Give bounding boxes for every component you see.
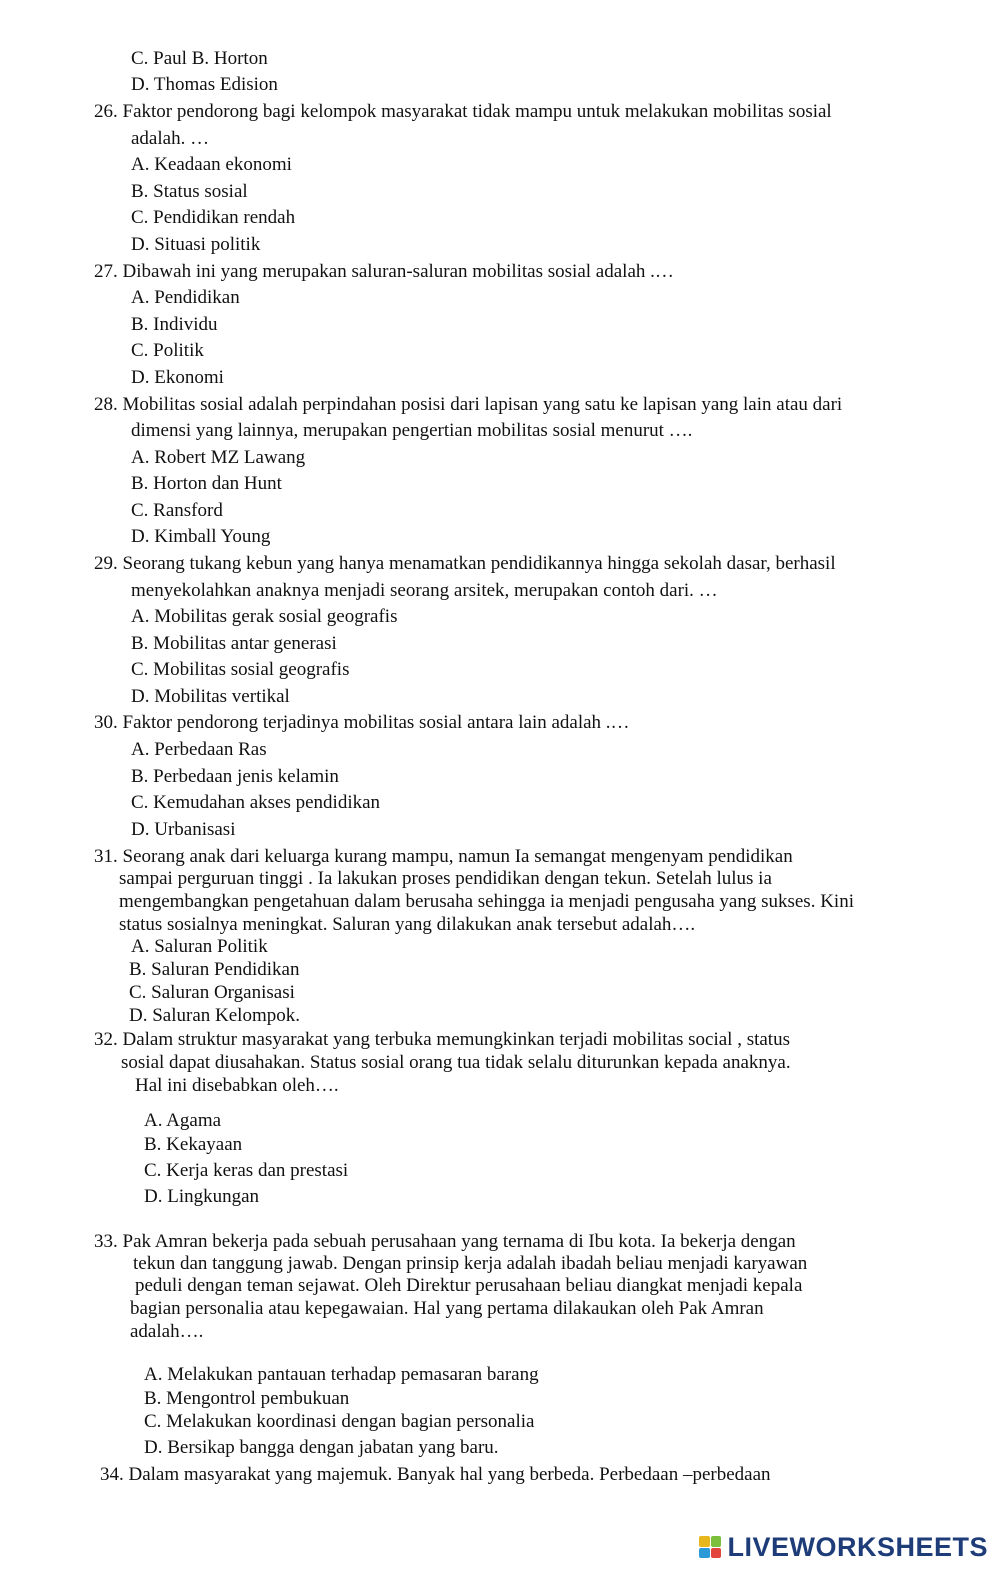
q27-option-b[interactable]: B. Individu — [131, 314, 218, 335]
q32-option-a[interactable]: A. Agama — [144, 1110, 222, 1131]
prev-option-d: D. Thomas Edision — [131, 74, 278, 95]
q33-option-a[interactable]: A. Melakukan pantauan terhadap pemasaran barang — [144, 1364, 539, 1385]
q26-option-b[interactable]: B. Status sosial — [131, 181, 248, 202]
question-31-text: 31. Seorang anak dari keluarga kurang mampu, namun Ia semangat mengenyam pendidikan — [94, 846, 793, 867]
q33-option-d[interactable]: D. Bersikap bangga dengan jabatan yang baru. — [144, 1437, 499, 1458]
question-33-text-cont-1: tekun dan tanggung jawab. Dengan prinsip kerja adalah ibadah beliau menjadi karyawan — [133, 1253, 808, 1274]
question-31-text-cont-1: sampai perguruan tinggi . Ia lakukan proses pendidikan dengan tekun. Setelah lulus ia — [119, 868, 772, 889]
question-34-text: 34. Dalam masyarakat yang majemuk. Banyak hal yang berbeda. Perbedaan –perbedaan — [100, 1464, 771, 1485]
question-31-text-cont-2: mengembangkan pengetahuan dalam berusaha sehingga ia menjadi pengusaha yang sukses. Kini — [119, 891, 854, 912]
q32-option-b[interactable]: B. Kekayaan — [144, 1134, 243, 1155]
q26-option-c[interactable]: C. Pendidikan rendah — [131, 207, 296, 228]
q26-option-d[interactable]: D. Situasi politik — [131, 234, 261, 255]
question-28-text-cont: dimensi yang lainnya, merupakan pengertian mobilitas sosial menurut …. — [131, 420, 693, 441]
q32-option-c[interactable]: C. Kerja keras dan prestasi — [144, 1160, 349, 1181]
question-33-text-cont-3: bagian personalia atau kepegawaian. Hal yang pertama dilakaukan oleh Pak Amran — [130, 1298, 764, 1319]
q29-option-d[interactable]: D. Mobilitas vertikal — [131, 686, 290, 707]
q29-option-b[interactable]: B. Mobilitas antar generasi — [131, 633, 337, 654]
question-31-text-cont-3: status sosialnya meningkat. Saluran yang dilakukan anak tersebut adalah…. — [119, 914, 696, 935]
q29-option-a[interactable]: A. Mobilitas gerak sosial geografis — [131, 606, 398, 627]
q27-option-a[interactable]: A. Pendidikan — [131, 287, 240, 308]
q33-option-c[interactable]: C. Melakukan koordinasi dengan bagian personalia — [144, 1411, 535, 1432]
question-29-text-cont: menyekolahkan anaknya menjadi seorang arsitek, merupakan contoh dari. … — [131, 580, 718, 601]
question-33-text: 33. Pak Amran bekerja pada sebuah perusahaan yang ternama di Ibu kota. Ia bekerja dengan — [94, 1231, 796, 1252]
question-32-text: 32. Dalam struktur masyarakat yang terbuka memungkinkan terjadi mobilitas social , status — [94, 1029, 790, 1050]
q26-option-a[interactable]: A. Keadaan ekonomi — [131, 154, 292, 175]
q30-option-b[interactable]: B. Perbedaan jenis kelamin — [131, 766, 339, 787]
q28-option-d[interactable]: D. Kimball Young — [131, 526, 271, 547]
question-33-text-cont-4: adalah…. — [130, 1321, 204, 1342]
question-27-text: 27. Dibawah ini yang merupakan saluran-saluran mobilitas sosial adalah .… — [94, 261, 674, 282]
q29-option-c[interactable]: C. Mobilitas sosial geografis — [131, 659, 350, 680]
liveworksheets-wordmark: LIVEWORKSHEETS — [727, 1532, 988, 1562]
q27-option-d[interactable]: D. Ekonomi — [131, 367, 224, 388]
q32-option-d[interactable]: D. Lingkungan — [144, 1186, 260, 1207]
q30-option-a[interactable]: A. Perbedaan Ras — [131, 739, 267, 760]
question-29-text: 29. Seorang tukang kebun yang hanya menamatkan pendidikannya hingga sekolah dasar, berhasil — [94, 553, 836, 574]
question-26-text-cont: adalah. … — [131, 128, 210, 149]
question-26-text: 26. Faktor pendorong bagi kelompok masyarakat tidak mampu untuk melakukan mobilitas sosial — [94, 101, 832, 122]
liveworksheets-logo — [699, 1532, 988, 1562]
liveworksheets-icon — [699, 1536, 721, 1558]
question-28-text: 28. Mobilitas sosial adalah perpindahan posisi dari lapisan yang satu ke lapisan yang lain atau dari — [94, 394, 843, 415]
q31-option-c[interactable]: C. Saluran Organisasi — [129, 982, 295, 1003]
q31-option-b[interactable]: B. Saluran Pendidikan — [129, 959, 300, 980]
q27-option-c[interactable]: C. Politik — [131, 340, 204, 361]
q28-option-a[interactable]: A. Robert MZ Lawang — [131, 447, 306, 468]
q28-option-c[interactable]: C. Ransford — [131, 500, 223, 521]
q31-option-d[interactable]: D. Saluran Kelompok. — [129, 1005, 300, 1026]
q31-option-a[interactable]: A. Saluran Politik — [131, 936, 268, 957]
q30-option-c[interactable]: C. Kemudahan akses pendidikan — [131, 792, 381, 813]
q33-option-b[interactable]: B. Mengontrol pembukuan — [144, 1388, 350, 1409]
question-33-text-cont-2: peduli dengan teman sejawat. Oleh Direktur perusahaan beliau diangkat menjadi kepala — [135, 1275, 803, 1296]
q28-option-b[interactable]: B. Horton dan Hunt — [131, 473, 282, 494]
question-32-text-cont-2: Hal ini disebabkan oleh…. — [135, 1075, 339, 1096]
question-32-text-cont-1: sosial dapat diusahakan. Status sosial orang tua tidak selalu diturunkan kepada anaknya. — [121, 1052, 791, 1073]
q30-option-d[interactable]: D. Urbanisasi — [131, 819, 236, 840]
prev-option-c: C. Paul B. Horton — [131, 48, 268, 69]
question-30-text: 30. Faktor pendorong terjadinya mobilitas sosial antara lain adalah .… — [94, 712, 630, 733]
